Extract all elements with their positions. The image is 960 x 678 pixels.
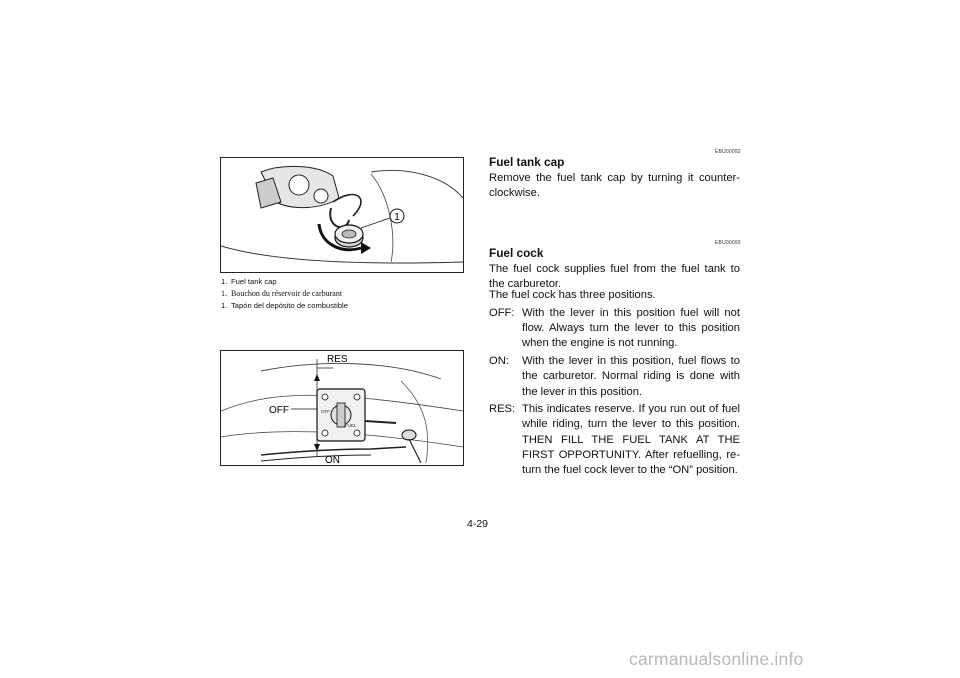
- fuel-tank-cap-illustration: [220, 157, 464, 273]
- watermark: carmanualsonline.info: [629, 649, 804, 669]
- position-description: With the lever in this position, fuel flows to the carburetor. Normal riding is done with the lever in this position.: [522, 355, 740, 398]
- position-description: With the lever in this position fuel will not flow. Always turn the lever to this position when the engine is not running.: [522, 307, 740, 350]
- position-term: OFF:: [489, 307, 515, 319]
- position-term: RES:: [489, 403, 516, 416]
- fuel-tank-cap-drawing: [221, 158, 463, 272]
- position-res: [489, 402, 740, 478]
- caption-text: Tapón del depósito de combustible: [231, 301, 348, 310]
- caption-en: [221, 276, 471, 288]
- section-heading-fuel-tank-cap: Fuel tank cap: [489, 155, 565, 169]
- page-number: 4-29: [467, 518, 489, 530]
- caption-text: Fuel tank cap: [231, 277, 277, 286]
- off-position-label: OFF: [269, 405, 289, 416]
- fuel-cock-intro: The fuel cock supplies fuel from the fuel tank to the carburetor.: [489, 263, 740, 291]
- knob-fuel-label: FUEL: [345, 423, 357, 428]
- knob-off-label: OFF: [321, 409, 330, 414]
- caption-text: Bouchon du réservoir de carburant: [231, 289, 343, 298]
- callout-1-label: 1: [394, 212, 400, 223]
- section-code: EBU00092: [715, 149, 741, 155]
- fuel-cock-positions-list: [489, 306, 740, 481]
- res-position-label: RES: [327, 354, 348, 365]
- fuel-tank-cap-body: Remove the fuel tank cap by turning it counter-clockwise.: [489, 172, 740, 200]
- position-off: [489, 306, 740, 352]
- section-code: EBU00093: [715, 240, 741, 246]
- caption-number: 1.: [221, 289, 227, 298]
- caption-es: [221, 300, 471, 312]
- position-on: [489, 354, 740, 400]
- fuel-cock-drawing: [221, 351, 463, 465]
- figure1-captions: [221, 276, 471, 312]
- caption-number: 1.: [221, 277, 228, 286]
- fuel-cock-illustration: [220, 350, 464, 466]
- section-heading-fuel-cock: Fuel cock: [489, 246, 544, 260]
- caption-fr: [221, 288, 471, 300]
- on-position-label: ON: [325, 455, 340, 465]
- position-description: This indicates reserve. If you run out of fuel while riding, turn the lever to this position. THEN FILL THE FUEL TANK AT THE FIRST OPPORTUNITY. After refuelling, re-turn the fuel cock lever to the “ON” position.: [522, 403, 740, 477]
- caption-number: 1.: [221, 301, 228, 310]
- position-term: ON:: [489, 355, 509, 368]
- fuel-cock-positions-intro: The fuel cock has three positions.: [489, 289, 656, 301]
